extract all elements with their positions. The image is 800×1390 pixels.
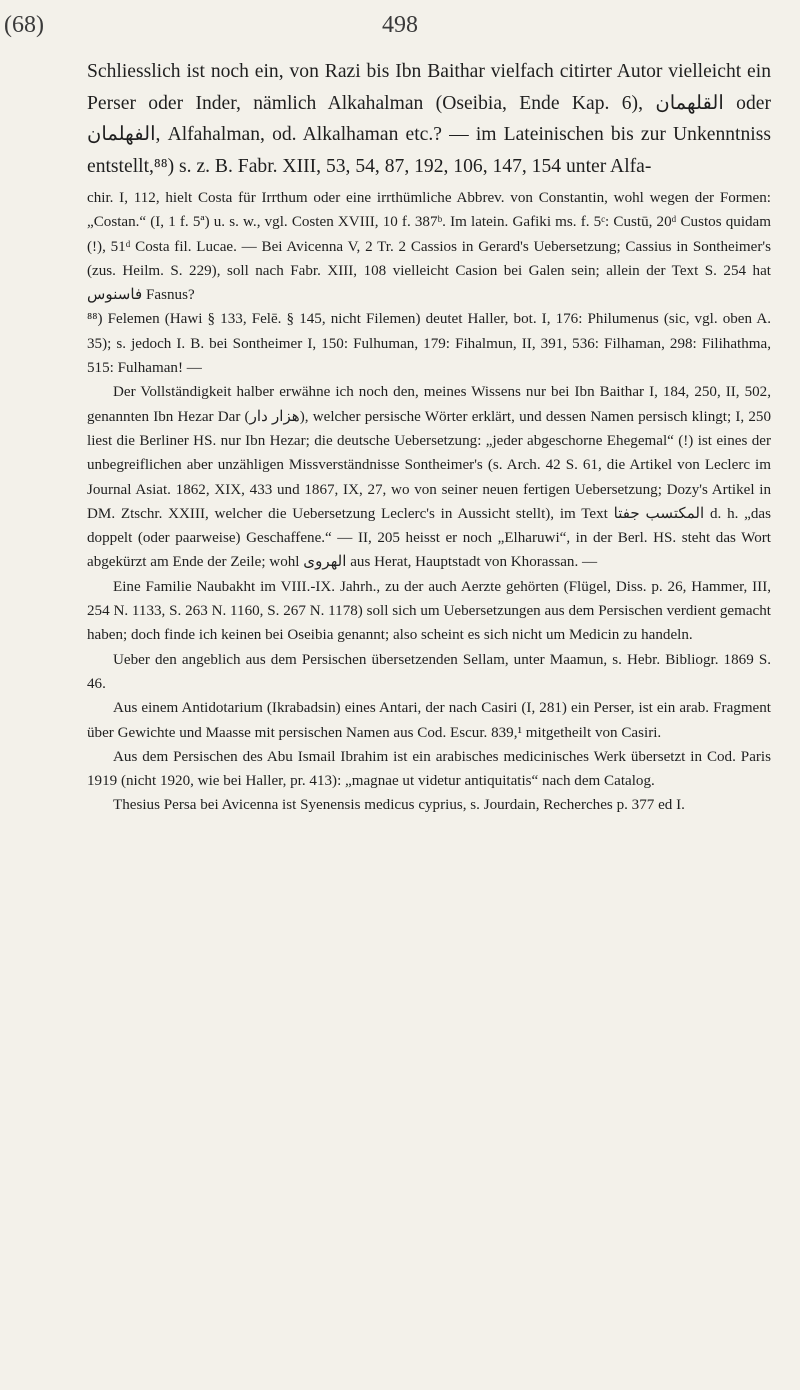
note-paragraph-antari: Aus einem Antidotarium (Ikrabadsin) eines Antari, der nach Casiri (I, 281) ein Perser, ist ein arab. Fragment über Gewichte und Maasse mit persischen Namen aus Cod. Escur. 839,¹ mitgetheilt von Casiri. — [87, 700, 771, 741]
footnotes — [87, 186, 771, 818]
footnote-88: ⁸⁸) Felemen (Hawi § 133, Felē. § 145, nicht Filemen) deutet Haller, bot. I, 176: Philumenus (sic, vgl. oben A. 35); s. jedoch I. B. bei Sontheimer I, 150: Fulhuman, 179: Fihalmun, II, 391, 536: Filhaman, 298: Filihathma, 515: Fulhaman! — — [87, 311, 771, 377]
main-text — [87, 56, 771, 182]
footnote-continuation: chir. I, 112, hielt Costa für Irrthum oder eine irrthümliche Abbrev. von Constantin, wohl wegen der Formen: „Costan.“ (I, 1 f. 5ª) u. s. w., vgl. Costen XVIII, 10 f. 387ᵇ. Im latein. Gafiki ms. f. 5ᶜ: Custū, 20ᵈ Custos quidam (!), 51ᵈ Costa fil. Lucae. — Bei Avicenna V, 2 Tr. 2 Cassios in Gerard's Uebersetzung; Cassius in Sontheimer's (zus. Heilm. S. 229), soll nach Fabr. XIII, 108 vielleicht Casion bei Galen sein; allein der Text S. 254 hat ﻓﺎﺳﻨﻮﺱ Fasnus? — [87, 190, 771, 304]
page-header — [0, 6, 800, 46]
main-paragraph: Schliesslich ist noch ein, von Razi bis Ibn Baithar vielfach citirter Autor vielleicht ein Perser oder Inder, nämlich Alkahalman (Oseibia, Ende Kap. 6), ﺍﻟﻘﻠﻬﻤﺎﻥ oder ﺍﻟﻔﻬﻠﻤﺎﻥ, Alfahalman, od. Alkalhaman etc.? — im Lateinischen bis zur Unkenntniss entstellt,⁸⁸) s. z. B. Fabr. XIII, 53, 54, 87, 192, 106, 147, 154 unter Alfa- — [87, 61, 771, 177]
page-body — [87, 56, 771, 818]
note-paragraph-naubakht: Eine Familie Naubakht im VIII.-IX. Jahrh., zu der auch Aerzte gehörten (Flügel, Diss. p. 26, Hammer, III, 254 N. 1133, S. 263 N. 1160, S. 267 N. 1178) soll sich um Uebersetzungen aus dem Persischen verdient gemacht haben; doch finde ich keinen bei Oseibia genannt; also scheint es sich nicht um Medicin zu handeln. — [87, 578, 771, 644]
note-paragraph-sellam: Ueber den angeblich aus dem Persischen übersetzenden Sellam, unter Maamun, s. Hebr. Bibliogr. 1869 S. 46. — [87, 651, 771, 692]
note-paragraph-ibn-hezar-dar: Der Vollständigkeit halber erwähne ich noch den, meines Wissens nur bei Ibn Baithar I, 184, 250, II, 502, genannten Ibn Hezar Dar (ﻫﺰﺍﺭ ﺩﺍﺭ), welcher persische Wörter erklärt, und dessen Namen persisch klingt; I, 250 liest die Berliner HS. nur Ibn Hezar; die deutsche Uebersetzung: „jeder abgeschorne Ehegemal“ (!) ist eines der unbegreiflichen aber unzähligen Missverständnisse Sontheimer's (s. Arch. 42 S. 61, die Artikel von Leclerc im Journal Asiat. 1862, XIX, 433 und 1867, IX, 27, wo von seiner neuen fertigen Uebersetzung; Dozy's Artikel in DM. Ztschr. XXIII, welcher die Uebersetzung Leclerc's in Aussicht stellt), im Text ﺍﻟﻤﻜﺘﺴﺐ ﺟﻔﺘﺎ d. h. „das doppelt (oder paarweise) Geschaffene.“ — II, 205 heisst er noch „Elharuwi“, in der Berl. HS. steht das Wort abgekürzt am Ende der Zeile; wohl ﺍﻟﻬﺮﻭﻯ aus Herat, Hauptstadt von Khorassan. — — [87, 384, 772, 571]
note-paragraph-abu-ismail: Aus dem Persischen des Abu Ismail Ibrahim ist ein arabisches medicinisches Werk übersetzt in Cod. Paris 1919 (nicht 1920, wie bei Haller, pr. 413): „magnae ut videtur antiquitatis“ nach dem Catalog. — [87, 748, 771, 790]
page-number: 498 — [382, 12, 418, 38]
note-paragraph-thesius: Thesius Persa bei Avicenna ist Syenensis medicus cyprius, s. Jourdain, Recherches p. 377 ed I. — [113, 797, 685, 814]
section-number: (68) — [4, 12, 44, 38]
